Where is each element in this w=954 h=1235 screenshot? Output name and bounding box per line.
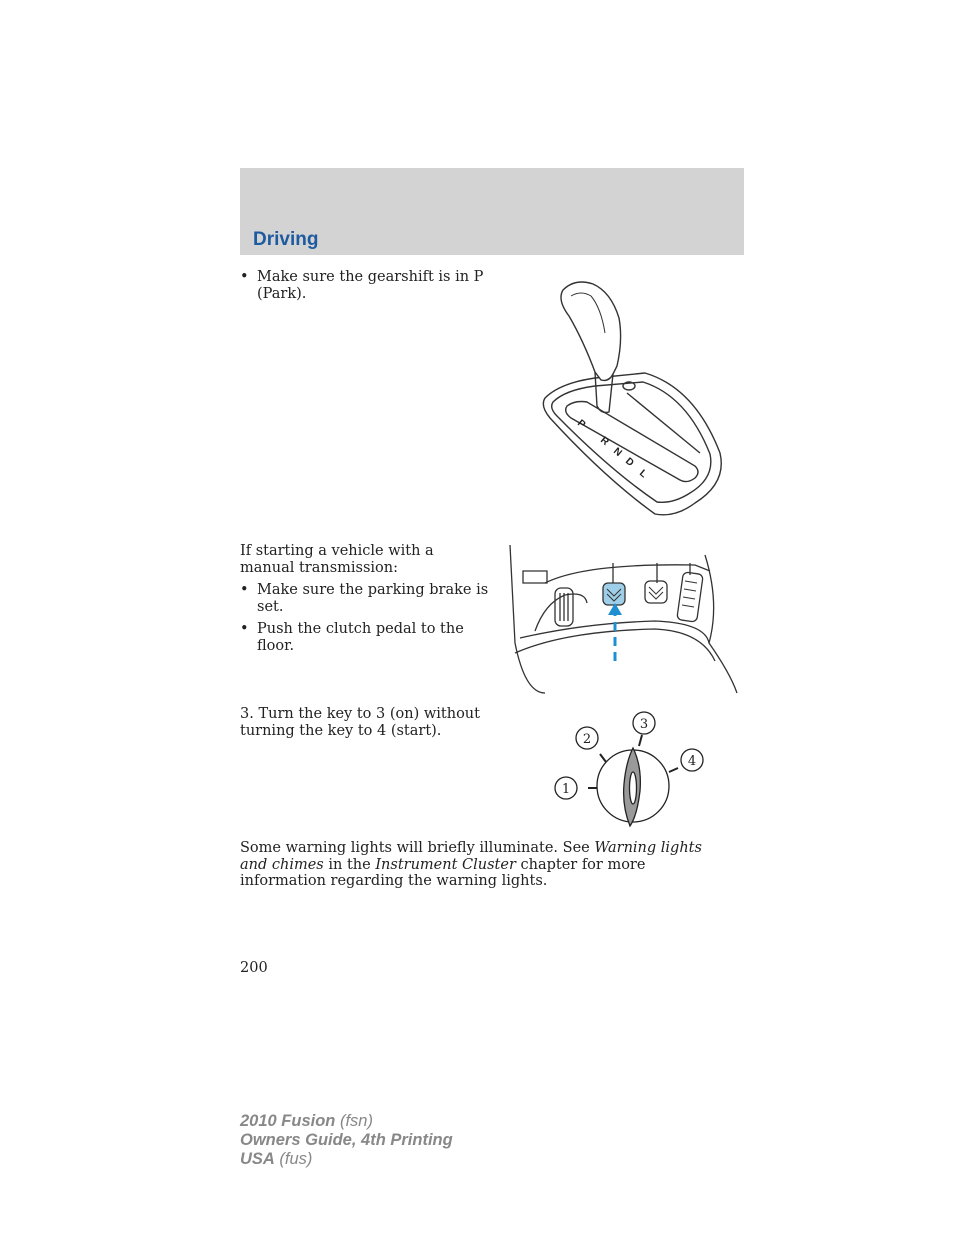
manual-intro: If starting a vehicle with a manual transmission: (240, 543, 434, 576)
instrument-cluster-reference: Instrument Cluster (375, 856, 516, 873)
key-step: 3. Turn the key to 3 (on) without turning the key to 4 (start). (240, 706, 480, 739)
gear-label-r: R (598, 434, 611, 448)
parking-brake-bullet: • Make sure the parking brake is set. (240, 582, 497, 615)
gear-label-d: D (623, 455, 636, 469)
gear-label-n: N (611, 445, 624, 459)
pedals-illustration (505, 543, 743, 695)
paragraph-text-1: Some warning lights will briefly illuminate. See (240, 840, 595, 856)
footer-line-2: Owners Guide, 4th Printing (240, 1131, 453, 1149)
gearshift-illustration (535, 278, 730, 520)
gear-label-p: P (575, 417, 588, 431)
paragraph-text-2: in the (323, 856, 376, 873)
footer-line-1: 2010 Fusion (fsn) (240, 1112, 373, 1130)
paragraph-text-3: chapter for more information regarding the warning lights. (240, 856, 646, 889)
warning-lights-paragraph (240, 840, 720, 890)
key-position-2: 2 (582, 732, 592, 747)
ignition-illustration (548, 706, 718, 831)
key-position-1: 1 (561, 782, 571, 797)
page-number: 200 (240, 960, 268, 976)
footer-line-3: USA (fus) (240, 1150, 313, 1168)
gearshift-bullet: • Make sure the gearshift is in P (Park). (240, 269, 497, 302)
clutch-bullet: • Push the clutch pedal to the floor. (240, 621, 497, 654)
footer (240, 1112, 453, 1169)
section-title: Driving (253, 229, 319, 250)
section-header-band (240, 168, 744, 255)
key-position-3: 3 (639, 717, 649, 732)
warning-lights-reference: Warning lights and chimes (240, 840, 702, 873)
key-position-4: 4 (687, 754, 697, 769)
gear-label-l: L (637, 467, 649, 481)
